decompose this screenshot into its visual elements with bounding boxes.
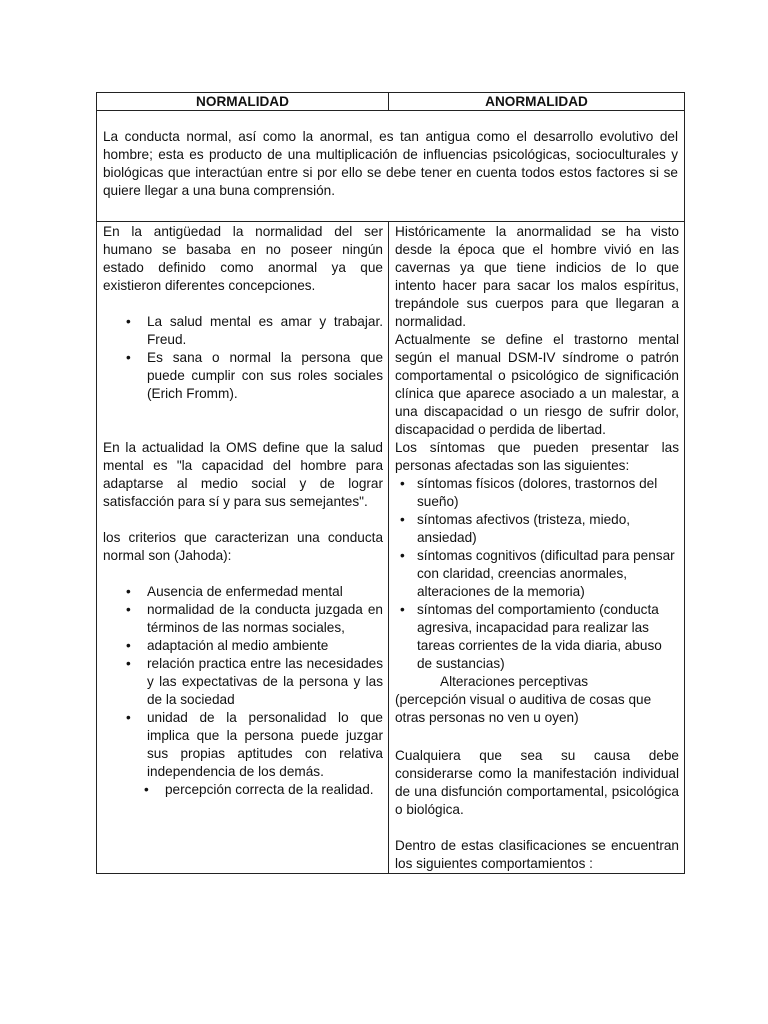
intro-paragraph: La conducta normal, así como la anormal, es tan antigua como el desarrollo evolutivo del hombre; esta es producto de una multiplicación de influencias psicológicas, socioculturales y biológicas que interactúan entre si por ello se debe tener en cuenta todos estos factores si se quiere llegar a una buna comprensión. bbox=[97, 111, 685, 222]
list-item: • La salud mental es amar y trabajar. Freud. bbox=[103, 313, 383, 349]
intro-row bbox=[97, 111, 685, 222]
jahoda-criteria-list bbox=[103, 583, 383, 799]
perceptual-title: Alteraciones perceptivas bbox=[440, 674, 589, 689]
list-item: • normalidad de la conducta juzgada en términos de las normas sociales, bbox=[103, 601, 383, 637]
normalidad-concepts-list bbox=[103, 313, 383, 403]
classification-paragraph: Dentro de estas clasificaciones se encuentran los siguientes comportamientos : bbox=[395, 838, 679, 871]
normalidad-history-paragraph: En la antigüedad la normalidad del ser humano se basaba en no poseer ningún estado definido como anormal ya que existieron diferentes concepciones. bbox=[103, 224, 383, 293]
list-item: • unidad de la personalidad lo que implica que la persona puede juzgar sus propias aptitudes con relativa independencia de los demás. bbox=[103, 709, 383, 781]
symptoms-intro: Los síntomas que pueden presentar las personas afectadas son las siguientes: bbox=[395, 440, 679, 473]
header-normalidad: NORMALIDAD bbox=[97, 93, 389, 111]
anormalidad-column bbox=[389, 222, 685, 874]
content-row bbox=[97, 222, 685, 874]
dsm-definition-paragraph: Actualmente se define el trastorno mental según el manual DSM-IV síndrome o patrón comportamental o psicológico de significación clínica que aparece asociado a un malestar, a una discapacidad o un riesgo de sufrir dolor, discapacidad o perdida de libertad. bbox=[395, 332, 679, 437]
jahoda-criteria-intro: los criterios que caracterizan una conducta normal son (Jahoda): bbox=[103, 530, 383, 563]
perceptual-text: (percepción visual o auditiva de cosas que otras personas no ven u oyen) bbox=[395, 692, 652, 725]
list-item: • percepción correcta de la realidad. bbox=[103, 781, 383, 799]
list-item: • adaptación al medio ambiente bbox=[103, 637, 383, 655]
header-anormalidad: ANORMALIDAD bbox=[389, 93, 685, 111]
list-item: • síntomas afectivos (tristeza, miedo, ansiedad) bbox=[395, 511, 679, 547]
cause-paragraph: Cualquiera que sea su causa debe considerarse como la manifestación individual de una disfunción comportamental, psicológica o biológica. bbox=[395, 748, 679, 817]
list-item: • síntomas cognitivos (dificultad para pensar con claridad, creencias anormales, alteraciones de la memoria) bbox=[395, 547, 679, 601]
list-item: • síntomas del comportamiento (conducta agresiva, incapacidad para realizar las tareas corrientes de la vida diaria, abuso de sustancias) bbox=[395, 601, 679, 673]
list-item: • relación practica entre las necesidades y las expectativas de la persona y las de la sociedad bbox=[103, 655, 383, 709]
normalidad-column bbox=[97, 222, 389, 874]
list-item: • síntomas físicos (dolores, trastornos del sueño) bbox=[395, 475, 679, 511]
list-item: • Es sana o normal la persona que puede cumplir con sus roles sociales (Erich Fromm). bbox=[103, 349, 383, 403]
comparison-table bbox=[96, 92, 685, 874]
header-row bbox=[97, 93, 685, 111]
symptoms-list bbox=[395, 475, 679, 673]
list-item: • Ausencia de enfermedad mental bbox=[103, 583, 383, 601]
anormalidad-history-paragraph: Históricamente la anormalidad se ha visto desde la época que el hombre vivió en las cavernas ya que tiene indicios de lo que intento hacer para sacar los malos espíritus, trepándole sus cuerpos para que llegaran a normalidad. bbox=[395, 224, 679, 329]
oms-definition-paragraph: En la actualidad la OMS define que la salud mental es "la capacidad del hombre para adaptarse al medio social y de lograr satisfacción para sí y para sus semejantes". bbox=[103, 440, 383, 509]
